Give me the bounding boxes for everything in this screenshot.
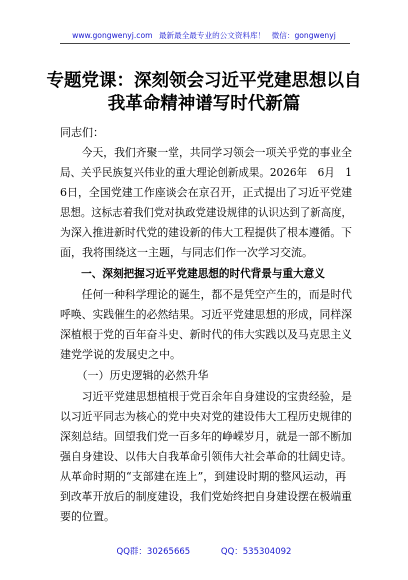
body-line: 要的位置。 xyxy=(60,510,115,523)
site-slogan: 最新最全最专业的公文资料库！ xyxy=(158,31,266,40)
header-bar xyxy=(0,30,408,41)
body-line: 局、关乎民族复兴伟业的重大理论创新成果。2026年 6月 1 xyxy=(60,166,352,179)
body-line: 今天，我们齐聚一堂，共同学习领会一项关乎党的事业全 xyxy=(60,146,352,159)
body-line: 任何一种科学理论的诞生，都不是凭空产生的，而是时代 xyxy=(60,288,352,301)
body-line: 从革命时期的“支部建在连上”，到建设时期的整风运动，再 xyxy=(60,470,347,483)
subsection-heading: （一）历史逻辑的必然升华 xyxy=(60,369,209,382)
title-line-2: 我革命精神谱写时代新篇 xyxy=(107,94,301,114)
body-line: 面，我将围绕这一主题，与同志们作一次学习交流。 xyxy=(60,246,313,259)
body-line: 深植根于党的百年奋斗史、新时代的伟大实践以及马克思主义 xyxy=(60,328,352,341)
body-line: 为深入推进新时代党的建设新的伟大工程提供了根本遵循。下 xyxy=(60,226,352,239)
section-heading: 一、深刻把握习近平党建思想的时代背景与重大意义 xyxy=(60,268,325,280)
body-line: 呼唤、实践催生的必然结果。习近平党建思想的形成，同样深 xyxy=(60,308,352,321)
salutation: 同志们： xyxy=(60,126,104,139)
body-line: 到改革开放后的制度建设，我们党始终把自身建设摆在极端重 xyxy=(60,490,352,503)
body-line: 以习近平同志为核心的党中央对党的建设伟大工程历史规律的 xyxy=(60,410,352,423)
header-divider xyxy=(60,43,350,44)
body-line: 6日，全国党建工作座谈会在京召开，正式提出了习近平党建 xyxy=(60,186,353,199)
body-line: 习近平党建思想植根于党百余年自身建设的宝贵经验，是 xyxy=(60,390,352,403)
footer-bar xyxy=(0,545,408,557)
body-line: 深刻总结。回望我们党一百多年的峥嵘岁月，就是一部不断加 xyxy=(60,430,352,443)
body-line: 思想。这标志着我们党对执政党建设规律的认识达到了新高度， xyxy=(60,206,352,219)
body-line: 强自身建设、以伟大自我革命引领伟大社会革命的壮阔史诗。 xyxy=(60,450,352,463)
site-link[interactable]: www.gongwenyj.com xyxy=(72,31,153,40)
body-line: 建党学说的发展史之中。 xyxy=(60,348,181,361)
title-line-1: 专题党课：深刻领会习近平党建思想以自 xyxy=(46,71,362,91)
wechat-id: 微信：gongwenyj xyxy=(271,31,336,40)
qq-group: QQ群：30265665 xyxy=(116,547,191,557)
document-title xyxy=(40,70,368,116)
qq-number: QQ：535304092 xyxy=(220,547,292,557)
